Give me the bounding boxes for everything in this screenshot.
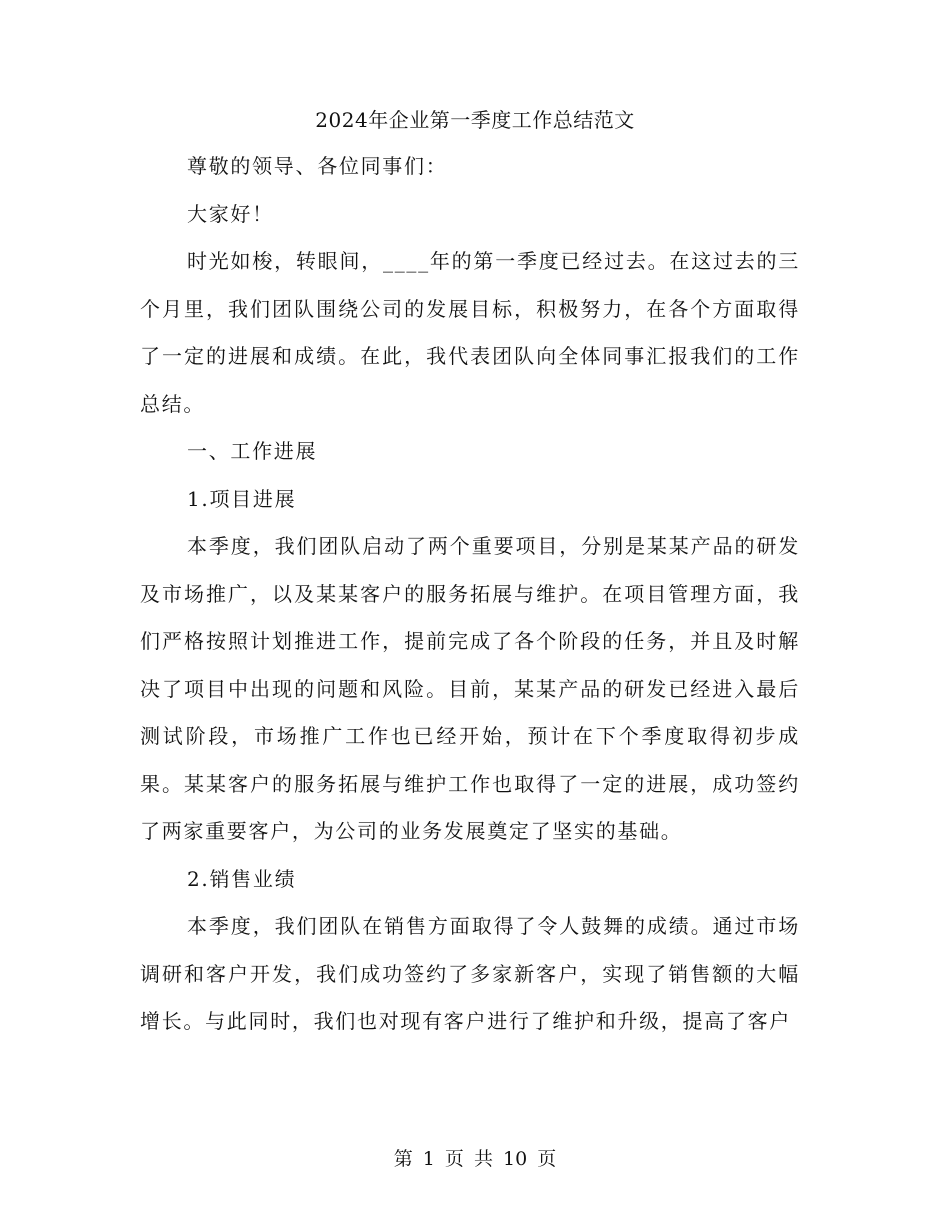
document-body bbox=[140, 143, 800, 1046]
subsection-heading: 1.项目进展 bbox=[187, 486, 297, 511]
paragraph-project-progress: 本季度，我们团队启动了两个重要项目，分别是某某产品的研发及市场推广，以及某某客户的服务拓展与维护。在项目管理方面，我们严格按照计划推进工作，提前完成了各个阶段的任务，并且及时解决了项目中出现的问题和风险。目前，某某产品的研发已经进入最后测试阶段，市场推广工作也已经开始，预计在下个季度取得初步成果。某某客户的服务拓展与维护工作也取得了一定的进展，成功签约了两家重要客户，为公司的业务发展奠定了坚实的基础。 bbox=[140, 534, 800, 843]
section-heading: 一、工作进展 bbox=[187, 439, 318, 463]
paragraph-intro: 时光如梭，转眼间，____年的第一季度已经过去。在这过去的三个月里，我们团队围绕公司的发展目标，积极努力，在各个方面取得了一定的进展和成绩。在此，我代表团队向全体同事汇报我们的工作总结。 bbox=[140, 249, 800, 416]
subsection-heading: 2.销售业绩 bbox=[187, 866, 297, 891]
paragraph-salutation: 尊敬的领导、各位同事们： bbox=[187, 154, 448, 178]
paragraph-greeting: 大家好！ bbox=[187, 201, 274, 226]
paragraph-sales: 本季度，我们团队在销售方面取得了令人鼓舞的成绩。通过市场调研和客户开发，我们成功签约了多家新客户，实现了销售额的大幅增长。与此同时，我们也对现有客户进行了维护和升级，提高了客户 bbox=[140, 914, 800, 1033]
document-title: 2024年企业第一季度工作总结范文 bbox=[315, 108, 635, 132]
page-footer: 第 1 页 共 10 页 bbox=[393, 1148, 557, 1170]
